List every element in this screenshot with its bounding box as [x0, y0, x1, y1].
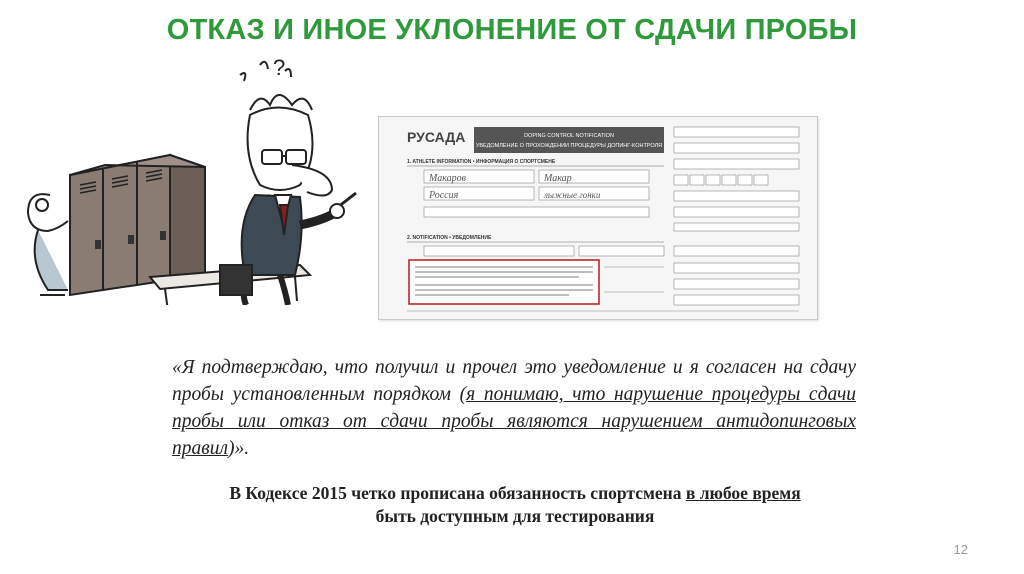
form-header-en: DOPING CONTROL NOTIFICATION: [524, 133, 614, 139]
form-handwritten-sport: лыжные гонки: [544, 190, 601, 200]
form-handwritten-country: Россия: [429, 190, 459, 201]
quote-closing: )».: [227, 438, 250, 459]
svg-text:?: ?: [273, 55, 286, 80]
form-header-ru: УВЕДОМЛЕНИЕ О ПРОХОЖДЕНИИ ПРОЦЕДУРЫ ДОПИНГ-КОНТРОЛЯ: [475, 143, 663, 149]
code-2015-note: [150, 482, 880, 528]
confused-man-image: [220, 55, 356, 305]
slide-title: ОТКАЗ И ИНОЕ УКЛОНЕНИЕ ОТ СДАЧИ ПРОБЫ: [166, 14, 858, 46]
hiding-person-image: [28, 194, 68, 295]
cartoon-illustration: [10, 55, 370, 305]
form-section-notification: 2. NOTIFICATION • УВЕДОМЛЕНИЕ: [407, 235, 492, 241]
note-text-line2: быть доступным для тестирования: [375, 506, 655, 526]
note-text: В Кодексе 2015 четко прописана обязанность спортсмена: [229, 483, 686, 503]
form-handwritten-surname: Макаров: [429, 173, 466, 184]
form-logo: РУСАДА: [407, 129, 466, 145]
form-handwritten-name: Макар: [544, 173, 572, 184]
form-section-athlete: 1. ATHLETE INFORMATION • ИНФОРМАЦИЯ О СПОРТСМЕНЕ: [407, 159, 556, 165]
quote-underlined-text: я понимаю, что нарушение процедуры сдачи пробы или отказ от сдачи пробы являются нарушением антидопинговых правил: [172, 384, 856, 459]
athlete-declaration-quote: [172, 354, 856, 462]
quote-text: «Я подтверждаю, что получил и прочел это уведомление и я согласен на сдачу пробы установленным порядком (: [172, 357, 856, 405]
doping-control-form-image: [378, 116, 818, 320]
note-underlined-text: в любое время: [685, 483, 801, 503]
page-number: 12: [953, 542, 968, 557]
